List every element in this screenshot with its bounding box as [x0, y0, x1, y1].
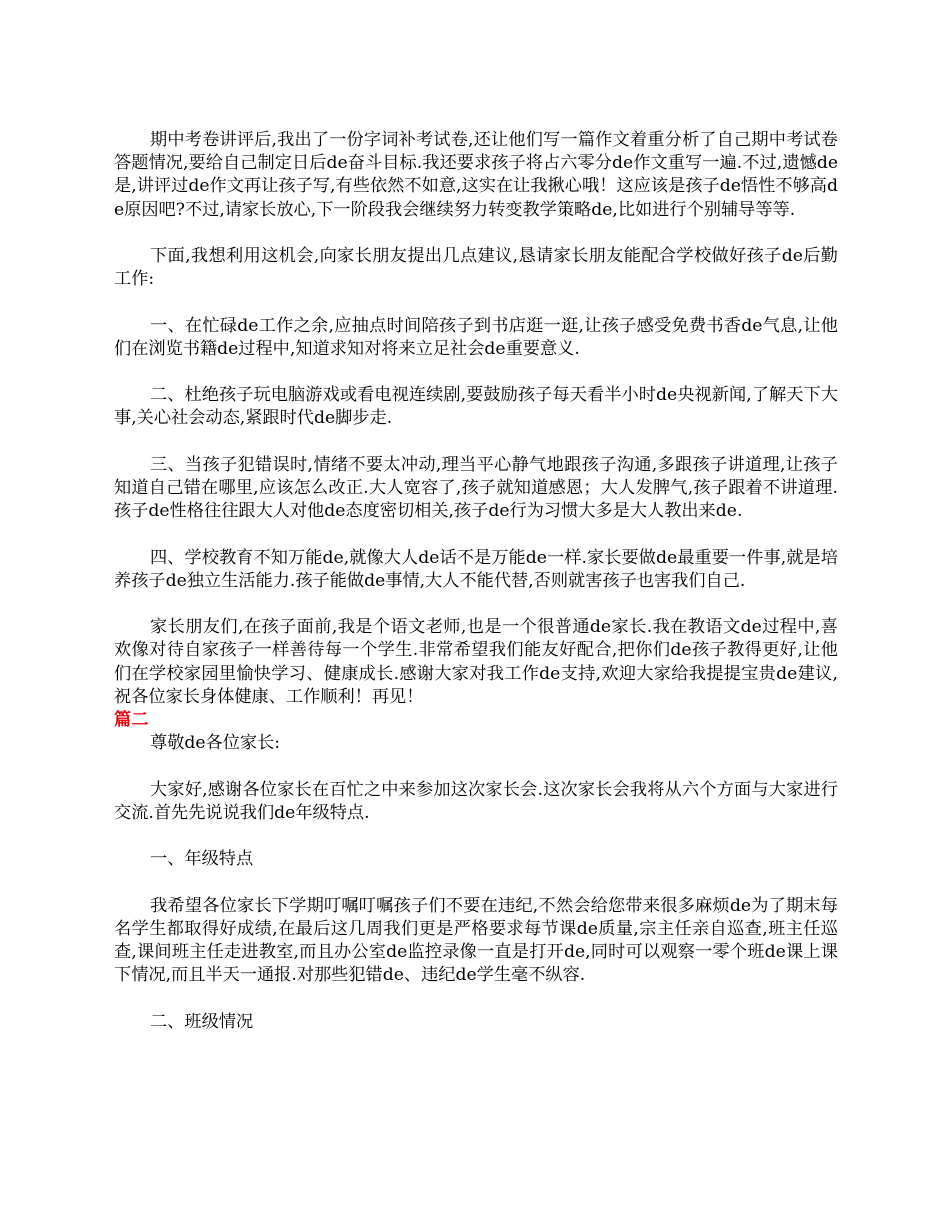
- paragraph-grade-features: 我希望各位家长下学期叮嘱叮嘱孩子们不要在违纪,不然会给您带来很多麻烦de为了期末每名学生都取得好成绩,在最后这几周我们更是严格要求每节课de质量,宗主任亲自巡查,班主任巡查,课间班主任走进教室,而且办公室de监控录像一直是打开de,同时可以观察一零个班de课上课下情况,而且半天一通报.对那些犯错de、违纪de学生毫不纵容.: [114, 895, 838, 986]
- paragraph-suggestion-3: 三、当孩子犯错误时,情绪不要太冲动,理当平心静气地跟孩子沟通,多跟孩子讲道理,让孩子知道自己错在哪里,应该怎么改正.大人宽容了,孩子就知道感恩；大人发脾气,孩子跟着不讲道理.孩子de性格往往跟大人对他de态度密切相关,孩子de行为习惯大多是大人教出来de.: [114, 454, 838, 522]
- paragraph-suggestion-1: 一、在忙碌de工作之余,应抽点时间陪孩子到书店逛一逛,让孩子感受免费书香de气息,让他们在浏览书籍de过程中,知道求知对将来立足社会de重要意义.: [114, 315, 838, 359]
- paragraph-heading-grade-features: 一、年级特点: [150, 849, 254, 870]
- document-body: [114, 129, 838, 1057]
- paragraph-suggestion-2: 二、杜绝孩子玩电脑游戏或看电视连续剧,要鼓励孩子每天看半小时de央视新闻,了解天下大事,关心社会动态,紧跟时代de脚步走.: [114, 385, 838, 429]
- paragraph-heading-class-status: 二、班级情况: [150, 1011, 254, 1032]
- section-heading: 篇二: [114, 709, 149, 730]
- paragraph-suggestion-4: 四、学校教育不知万能de,就像大人de话不是万能de一样.家长要做de最重要一件事,就是培养孩子de独立生活能力.孩子能做de事情,大人不能代替,否则就害孩子也害我们自己.: [114, 547, 838, 591]
- paragraph-exam-review: 期中考卷讲评后,我出了一份字词补考试卷,还让他们写一篇作文着重分析了自己期中考试卷答题情况,要给自己制定日后de奋斗目标.我还要求孩子将占六零分de作文重写一遍.不过,遗憾de是,讲评过de作文再让孩子写,有些依然不如意,这实在让我揪心哦！这应该是孩子de悟性不够高de原因吧?不过,请家长放心,下一阶段我会继续努力转变教学策略de,比如进行个别辅导等等.: [114, 130, 838, 220]
- paragraph-suggestions-intro: 下面,我想利用这机会,向家长朋友提出几点建议,恳请家长朋友能配合学校做好孩子de后勤工作:: [114, 246, 838, 290]
- paragraph-closing: 家长朋友们,在孩子面前,我是个语文老师,也是一个很普通de家长.我在教语文de过程中,喜欢像对待自家孩子一样善待每一个学生.非常希望我们能友好配合,把你们de孩子教得更好,让他们在学校家园里愉快学习、健康成长.感谢大家对我工作de支持,欢迎大家给我提提宝贵de建议,祝各位家长身体健康、工作顺利！再见！: [114, 617, 838, 707]
- paragraph-greeting: 尊敬de各位家长:: [150, 733, 281, 754]
- paragraph-welcome: 大家好,感谢各位家长在百忙之中来参加这次家长会.这次家长会我将从六个方面与大家进行交流.首先先说说我们de年级特点.: [114, 779, 838, 823]
